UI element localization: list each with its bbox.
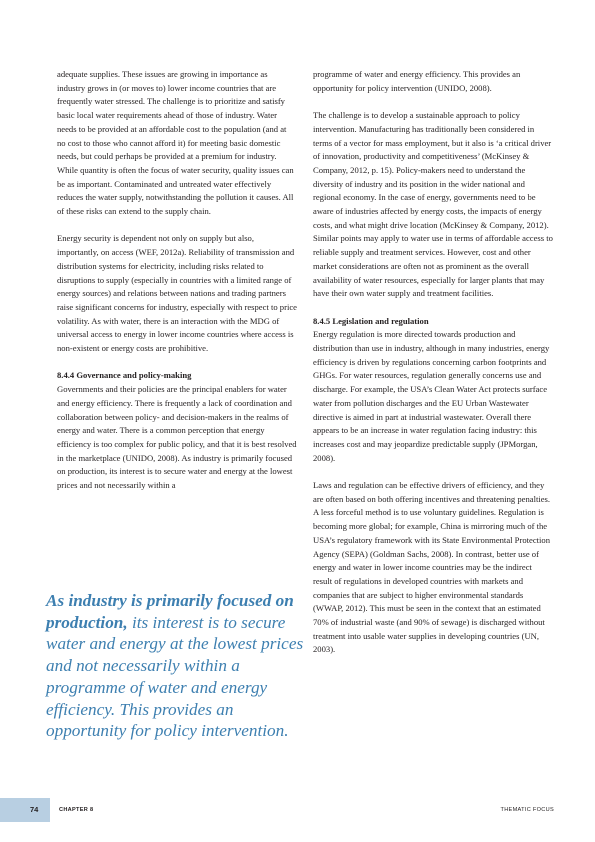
paragraph-energy-security: Energy security is dependent not only on supply but also, importantly, on access (WEF, 2012a). Reliability of transmission and distribution systems for electricity, including risks related to disruptions to supply (especially in countries with a limited range of energy sources) and relations between nations and trading partners raise significant concerns for industry, especially with respect to price volatility. As with water, there is an interaction with the MDG of universal access to energy in lower income countries where access is non-existent or energy costs are prohibitive. <box>57 233 297 354</box>
paragraph-energy-regulation: Energy regulation is more directed towards production and distribution than use in industry, although in many industries, energy efficiency is driven by regulations concerning carbon footprints and GHGs. For water resources, regulation generally concerns use and discharge. For example, the USA’s Clean Water Act protects surface water from pollution discharges and the EU Urban Wastewater directive is aimed in part at industrial wastewater. Overall there appears to be an increase in water regulation facing industry: this increases cost and may jeopardize predictable supply (JPMorgan, 2008). <box>313 329 550 463</box>
right-column <box>313 68 553 671</box>
section-label: THEMATIC FOCUS <box>500 807 554 813</box>
pull-quote-lead: As industry is primarily focused on production, <box>46 591 294 632</box>
paragraph-water-supply: adequate supplies. These issues are growing in importance as industry grows in (or moves to) lower income countries that are frequently water stressed. The challenge is to prioritize and satisfy basic local water requirements ahead of those of industry. Water needs to be provided at an affordable cost to the population (and at no cost to those who cannot afford it) for meeting basic domestic needs, but could perhaps be provided at a premium for industry. While quantity is often the focus of water security, quality issues can be as important. Contaminated and untreated water effectively reduces the water supply, notwithstanding the pollution it causes. All of these risks can extend to the supply chain. <box>57 69 294 217</box>
pull-quote-rest: its interest is to secure water and energy at the lowest prices and not necessarily within a programme of water and energy efficiency. This provides an opportunity for policy intervention. <box>46 612 304 741</box>
paragraph-policy-opportunity: programme of water and energy efficiency. This provides an opportunity for policy intervention (UNIDO, 2008). <box>313 69 521 93</box>
paragraph-laws-regulation: Laws and regulation can be effective drivers of efficiency, and they are often based on both offering incentives and threatening penalties. A less forceful method is to use voluntary guidelines. Regulation is becoming more global; for example, China is mirroring much of the USA’s regulatory framework with its State Environmental Protection Agency (SEPA) (Goldman Sachs, 2008). In contrast, better use of energy and water in lower income countries may be the indirect result of regulations in developed countries with markets and companies that are subject to higher environmental standards (WWAP, 2012). This must be seen in the context that an estimated 70% of industrial waste (and 90% of sewage) is discharged without treatment into usable water supplies in developing countries (UN, 2003). <box>313 480 551 655</box>
paragraph-governance: Governments and their policies are the principal enablers for water and energy efficiency. There is frequently a lack of coordination and collaboration between policy- and decision-makers in the realms of energy and water. There is a common perception that energy efficiency is too complex for public policy, and that it is best resolved in the marketplace (UNIDO, 2008). As industry is primarily focused on production, its interest is to secure water and energy at the lowest prices and not necessarily within a <box>57 384 297 491</box>
pull-quote <box>46 590 304 742</box>
paragraph-sustainable-approach: The challenge is to develop a sustainable approach to policy intervention. Manufacturing has traditionally been considered in terms of a vector for mass employment, but it also is ‘a critical driver of innovation, productivity and competitiveness’ (McKinsey & Company, 2012, p. 15). Policy-makers need to understand the diversity of industry and its position in the wider national and regional economy. In the case of energy, governments need to be aware of industries affected by energy costs, the impacts of energy costs, and what might drive location (McKinsey & Company, 2012). Similar points may apply to water use in terms of affordable access to reliable supply and treatment services. However, cost and other market considerations are often not as prominent as the overall availability of water resources, especially for larger plants that may have their own water supply and treatment facilities. <box>313 110 553 299</box>
heading-legislation: 8.4.5 Legislation and regulation <box>313 315 429 326</box>
page-number: 74 <box>30 805 39 814</box>
left-column <box>57 68 297 506</box>
chapter-label: CHAPTER 8 <box>59 807 94 813</box>
heading-governance: 8.4.4 Governance and policy-making <box>57 370 192 381</box>
footer-page-tab <box>0 798 50 822</box>
